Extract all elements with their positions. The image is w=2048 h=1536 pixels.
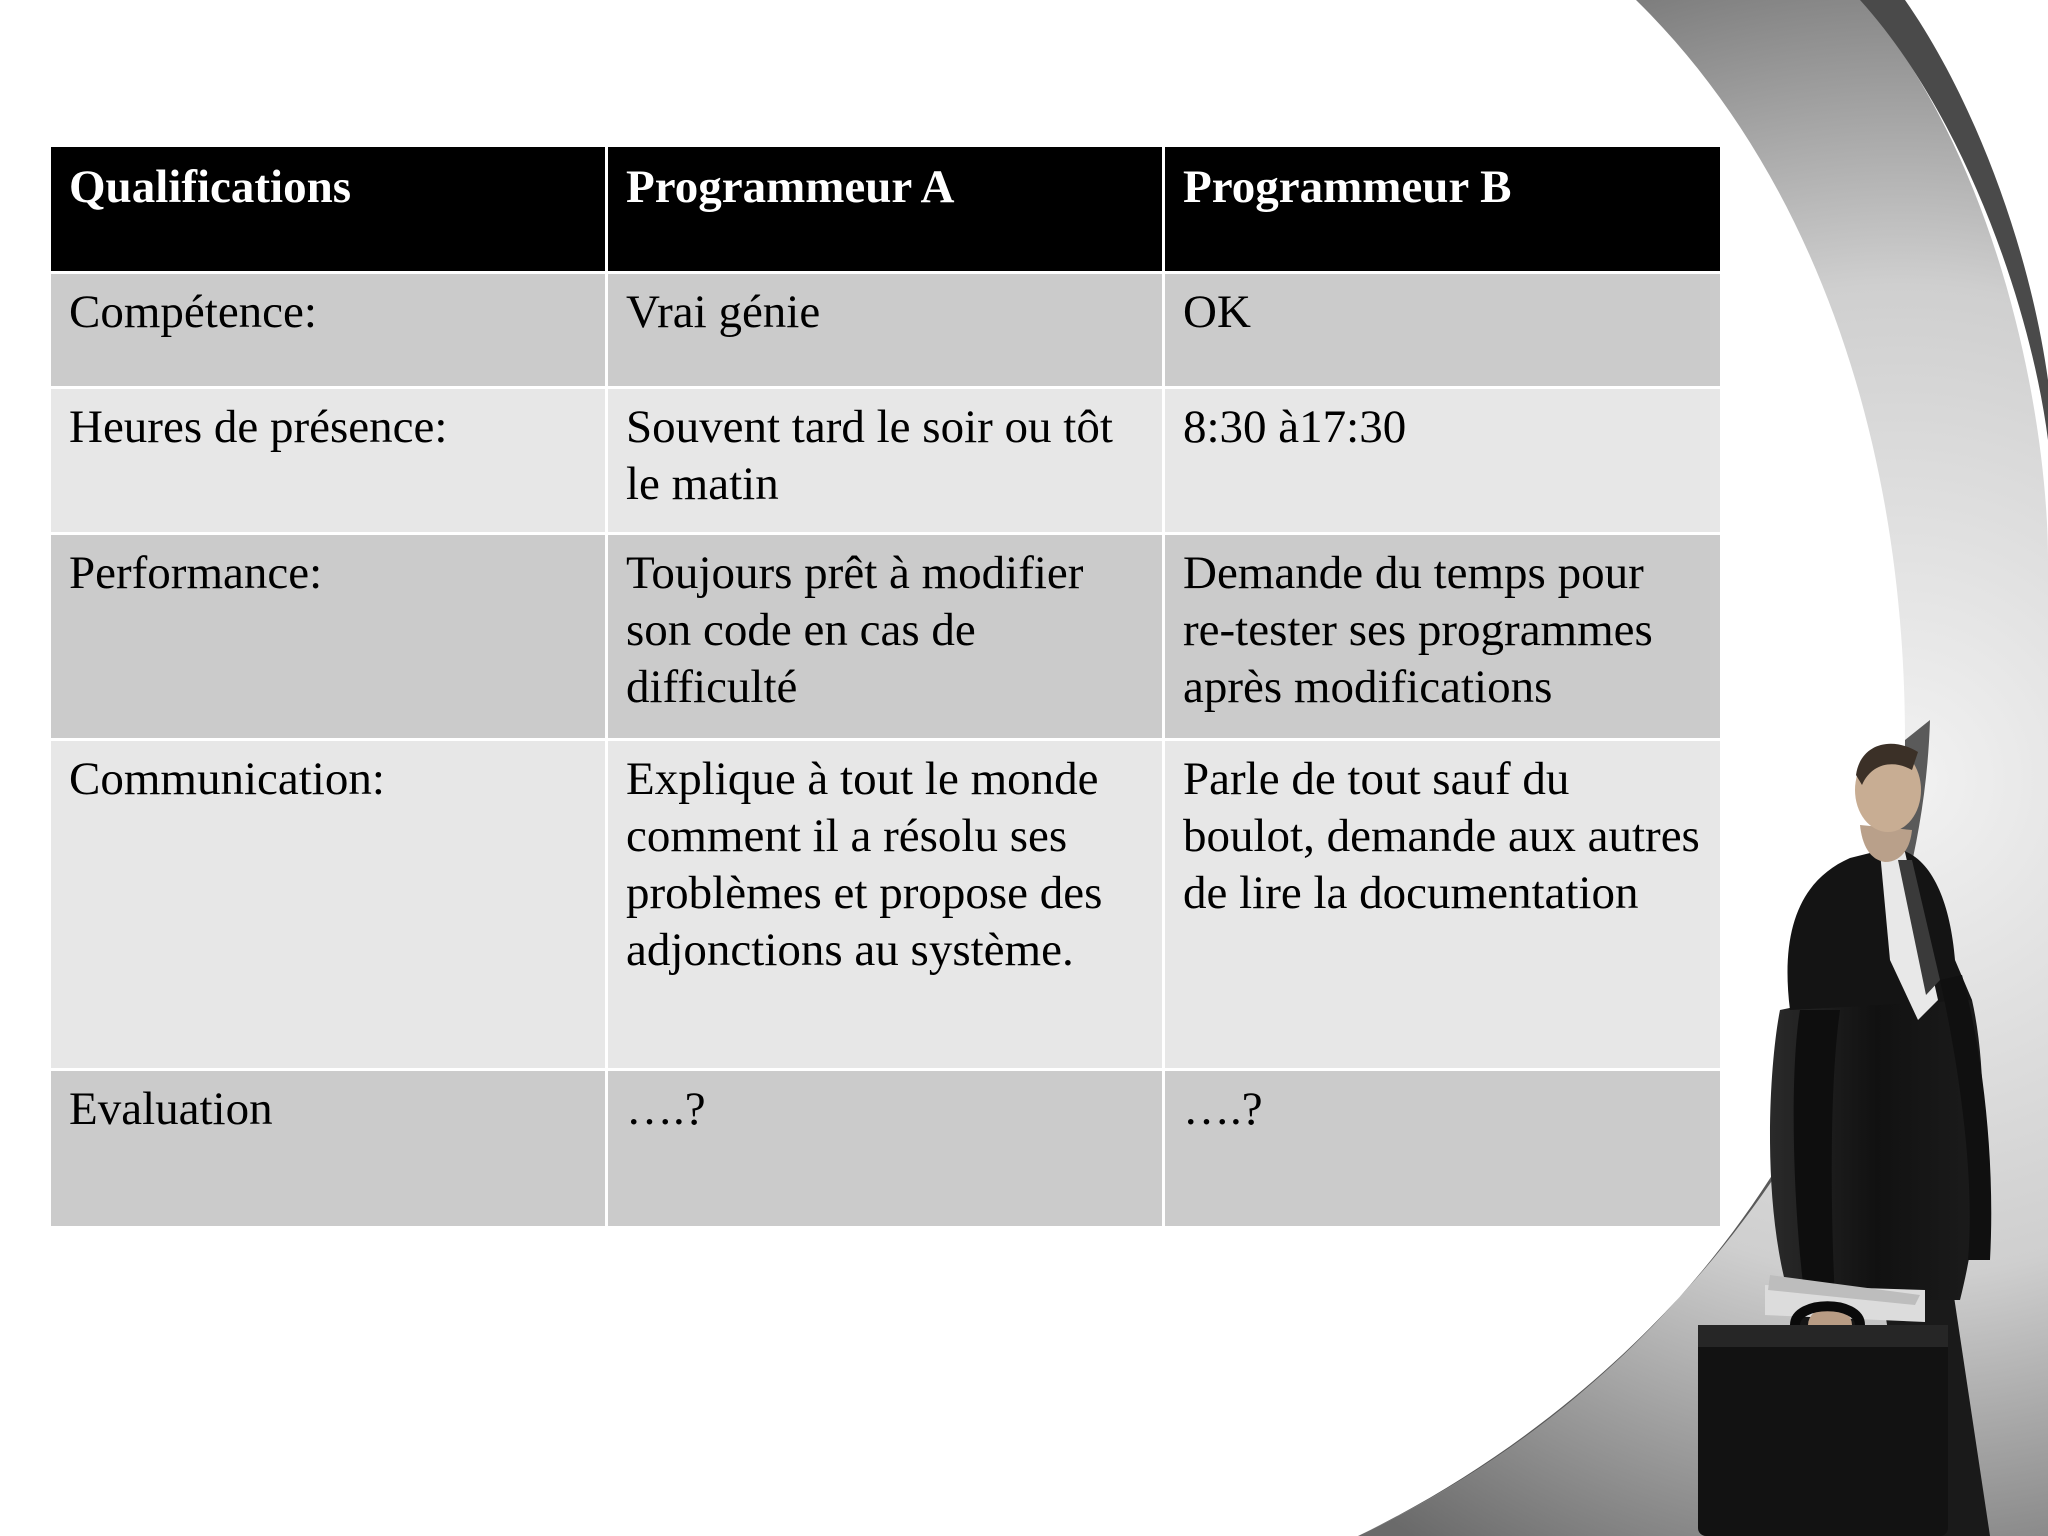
cell-programmeur-a: Souvent tard le soir ou tôt le matin	[607, 388, 1164, 534]
cell-programmeur-b: OK	[1164, 273, 1722, 388]
table-row	[50, 534, 1722, 740]
cell-programmeur-a: ….?	[607, 1070, 1164, 1228]
header-qualifications: Qualifications	[50, 146, 607, 273]
cell-programmeur-b: Parle de tout sauf du boulot, demande aux autres de lire la documentation	[1164, 740, 1722, 1070]
table-row	[50, 273, 1722, 388]
table-row	[50, 388, 1722, 534]
table-header-row	[50, 146, 1722, 273]
cell-programmeur-a: Vrai génie	[607, 273, 1164, 388]
cell-programmeur-a: Explique à tout le monde comment il a résolu ses problèmes et propose des adjonctions au système.	[607, 740, 1164, 1070]
header-programmeur-a: Programmeur A	[607, 146, 1164, 273]
row-label: Evaluation	[50, 1070, 607, 1228]
cell-programmeur-b: 8:30 à17:30	[1164, 388, 1722, 534]
row-label: Heures de présence:	[50, 388, 607, 534]
table-row	[50, 740, 1722, 1070]
row-label: Performance:	[50, 534, 607, 740]
row-label: Communication:	[50, 740, 607, 1070]
table-row	[50, 1070, 1722, 1228]
header-programmeur-b: Programmeur B	[1164, 146, 1722, 273]
briefcase	[1698, 1325, 1948, 1536]
cell-programmeur-b: ….?	[1164, 1070, 1722, 1228]
cell-programmeur-b: Demande du temps pour re-tester ses programmes après modifications	[1164, 534, 1722, 740]
cell-programmeur-a: Toujours prêt à modifier son code en cas de difficulté	[607, 534, 1164, 740]
row-label: Compétence:	[50, 273, 607, 388]
comparison-table	[48, 144, 1723, 1229]
